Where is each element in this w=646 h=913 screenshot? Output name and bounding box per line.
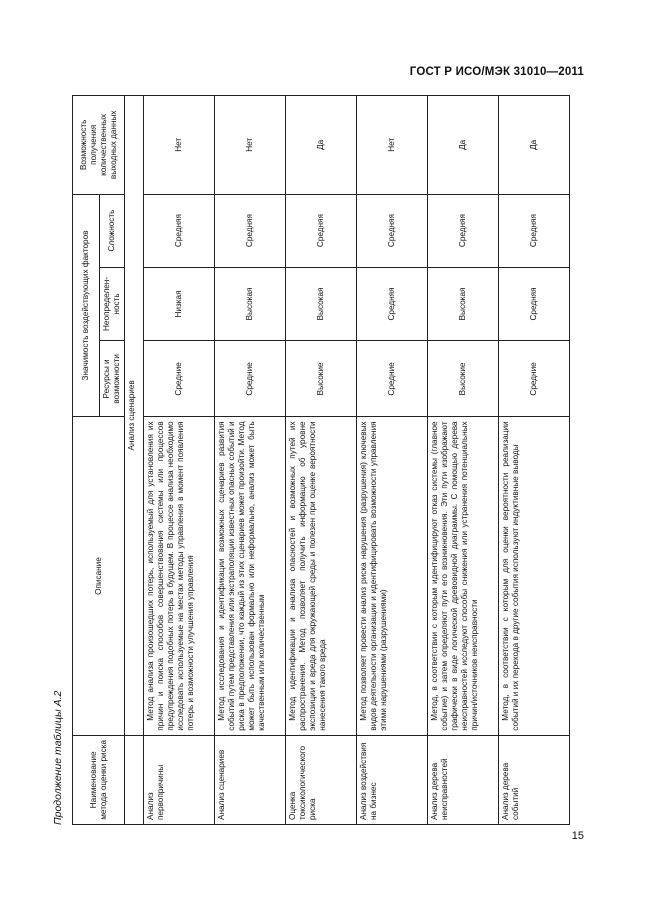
method-name: Анализ первопричины bbox=[144, 735, 215, 824]
continuation-caption: Продолжение таблицы А.2 bbox=[52, 690, 64, 825]
page-number: 15 bbox=[571, 830, 584, 842]
section-blank-cell bbox=[125, 735, 144, 824]
method-name: Анализ дерева событий bbox=[499, 735, 570, 824]
resources-value: Средние bbox=[357, 341, 428, 417]
method-description: Метод идентификации и анализа опасностей и возможных путей их распространения. Метод позволяет получить информацию об уровне экспозиции и вреда для окружающей среды и полезен при оценке вероятности нанесения такого вреда bbox=[286, 417, 357, 735]
table-row bbox=[286, 96, 357, 825]
section-title: Анализ сценариев bbox=[125, 96, 144, 736]
uncertainty-value: Высокая bbox=[428, 267, 499, 341]
table-row bbox=[357, 96, 428, 825]
quantitative-value: Нет bbox=[357, 96, 428, 195]
standard-header: ГОСТ Р ИСО/МЭК 31010—2011 bbox=[409, 66, 584, 78]
uncertainty-value: Высокая bbox=[286, 267, 357, 341]
resources-value: Высокие bbox=[286, 341, 357, 417]
complexity-value: Средняя bbox=[428, 194, 499, 267]
risk-methods-table bbox=[72, 95, 570, 825]
quantitative-value: Нет bbox=[215, 96, 286, 195]
quantitative-value: Да bbox=[286, 96, 357, 195]
header-factors-group: Значимость воздействующих факторов bbox=[73, 194, 100, 417]
quantitative-value: Да bbox=[428, 96, 499, 195]
complexity-value: Средняя bbox=[499, 194, 570, 267]
uncertainty-value: Высокая bbox=[215, 267, 286, 341]
uncertainty-value: Средняя bbox=[499, 267, 570, 341]
method-name: Анализ дерева неисправностей bbox=[428, 735, 499, 824]
resources-value: Средние bbox=[144, 341, 215, 417]
quantitative-value: Нет bbox=[144, 96, 215, 195]
uncertainty-value: Низкая bbox=[144, 267, 215, 341]
header-resources: Ресурсы и возможности bbox=[100, 341, 125, 417]
method-description: Метод исследования и идентификации возможных сценариев развития событий путем представления или экстраполяции известных опасных событий и риска в предположении, что каждый из этих сценариев может произойти. Метод может быть использован формально или неформально, анализ может быть качественным или количественным bbox=[215, 417, 286, 735]
header-complexity: Сложность bbox=[100, 194, 125, 267]
method-description: Метод, в соответствии с которым для оценки вероятности реализации событий и их перехода в другие события используют индуктивные выводы bbox=[499, 417, 570, 735]
table-row bbox=[428, 96, 499, 825]
section-row bbox=[125, 96, 144, 825]
uncertainty-value: Средняя bbox=[357, 267, 428, 341]
complexity-value: Средняя bbox=[215, 194, 286, 267]
complexity-value: Средняя bbox=[286, 194, 357, 267]
header-description: Описание bbox=[73, 417, 125, 735]
table-row bbox=[215, 96, 286, 825]
resources-value: Высокие bbox=[428, 341, 499, 417]
header-method-name: Наименование метода оценки риска bbox=[73, 735, 125, 824]
resources-value: Средние bbox=[499, 341, 570, 417]
method-name: Оценка токсикологического риска bbox=[286, 735, 357, 824]
header-quantitative: Возможность получения количественных выходных данных bbox=[73, 96, 125, 195]
complexity-value: Средняя bbox=[357, 194, 428, 267]
quantitative-value: Да bbox=[499, 96, 570, 195]
rotated-page-content bbox=[52, 95, 592, 825]
method-name: Анализ сценариев bbox=[215, 735, 286, 824]
table-row bbox=[144, 96, 215, 825]
table-row bbox=[499, 96, 570, 825]
method-description: Метод позволяет провести анализ риска нарушения (разрушения) ключевых видов деятельности организации и идентифицировать возможности управления этими нарушениями (разрушениями) bbox=[357, 417, 428, 735]
complexity-value: Средняя bbox=[144, 194, 215, 267]
method-name: Анализ воздействия на бизнес bbox=[357, 735, 428, 824]
method-description: Метод, в соответствии с которым идентифицируют отказ системы (главное событие) и затем определяют пути его возникновения. Эти пути изображают графически в виде логической древовидной диаграммы. С помощью дерева неисправностей исследуют способы снижения или устранения потенциальных причин/источников неисправности bbox=[428, 417, 499, 735]
resources-value: Средние bbox=[215, 341, 286, 417]
method-description: Метод анализа произошедших потерь, используемый для установления их причин и поиска способов совершенствования системы или процессов предупреждения подобных потерь в будущем. В процессе анализа необходимо исследовать используемые на местах методы управления в момент появления потерь и возможности улучшения управления bbox=[144, 417, 215, 735]
header-uncertainty: Неопределен-ность bbox=[100, 267, 125, 341]
